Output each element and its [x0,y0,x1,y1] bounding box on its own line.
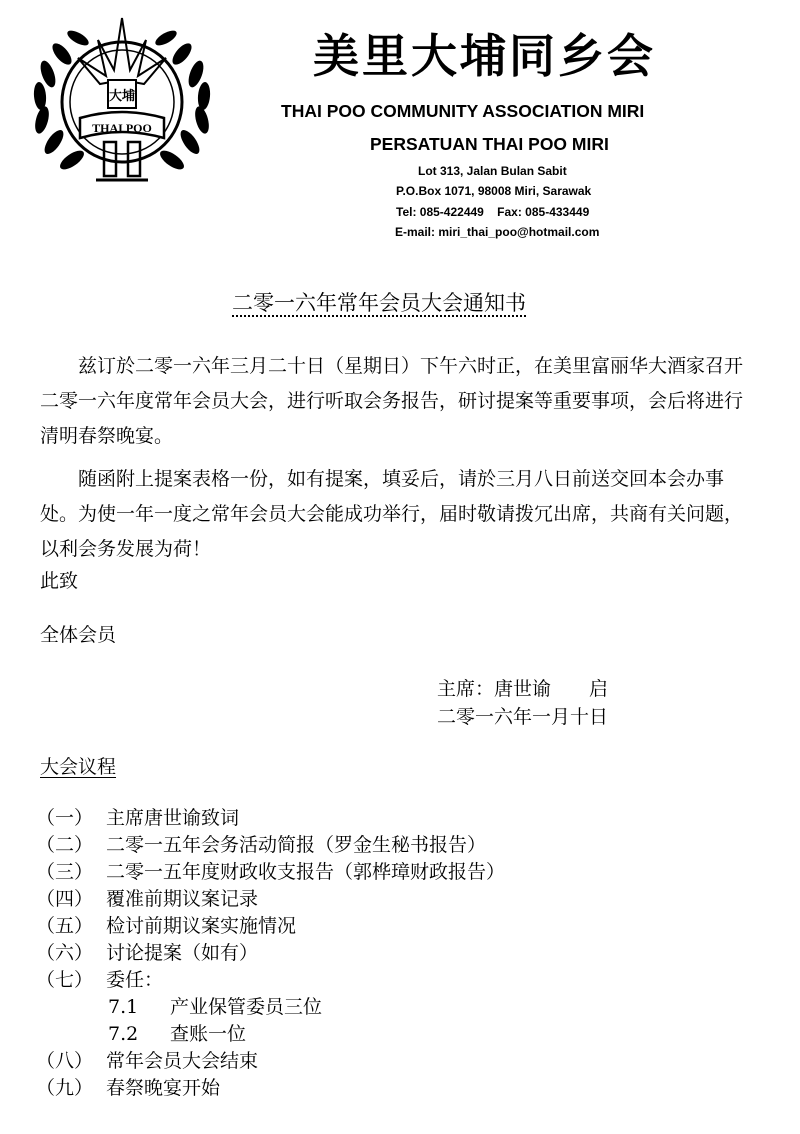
agenda-item-number: （一） [36,807,94,829]
association-logo [26,14,218,190]
agenda-item-number: （七） [36,969,94,991]
agenda-item [36,1048,736,1075]
email-line: E-mail: miri_thai_poo@hotmail.com [395,225,600,239]
laurel-wreath-logo-icon [26,14,218,190]
agenda-item-number: （六） [36,942,94,964]
phone-fax-line: Tel: 085-422449 Fax: 085-433449 [396,205,590,219]
agenda-sub-item-text: 查账一位 [170,1023,247,1045]
agenda-item-number: （九） [36,1077,94,1099]
agenda-title: 大会议程 [40,756,117,778]
agenda-item-text: 二零一五年度财政收支报告（郭桦璋财政报告） [106,861,506,883]
notice-paragraph-2: 随函附上提案表格一份，如有提案，填妥后，请於三月八日前送交回本会办事处。为使一年一度之常年会员大会能成功举行，届时敬请拨冗出席，共商有关问题，以利会务发展为荷！ [40,468,744,560]
logo-banner-text: THAI POO [92,121,152,135]
agenda-sub-item [36,994,736,1021]
agenda-item-number: （八） [36,1050,94,1072]
org-name-malay: PERSATUAN THAI POO MIRI [370,134,609,154]
agenda-item [36,940,736,967]
agenda-item-text: 主席唐世谕致词 [106,807,240,829]
agenda-item [36,886,736,913]
agenda-item-text: 讨论提案（如有） [106,942,259,964]
agenda-item-text: 委任： [106,969,164,991]
agenda-item-text: 覆准前期议案记录 [106,888,259,910]
agenda-item-text: 常年会员大会结束 [106,1050,259,1072]
agenda-item-number: （二） [36,834,94,856]
agenda-item [36,1075,736,1102]
notice-paragraph-1: 兹订於二零一六年三月二十日（星期日）下午六时正，在美里富丽华大酒家召开二零一六年度常年会员大会，进行听取会务报告，研讨提案等重要事项，会后将进行清明春祭晚宴。 [40,355,744,447]
agenda-list [36,805,736,1102]
agenda-item-text: 二零一五年会务活动简报（罗金生秘书报告） [106,834,487,856]
chairman-signature: 主席：唐世谕 启 [437,678,609,700]
agenda-item-text: 检讨前期议案实施情况 [106,915,297,937]
agenda-item [36,859,736,886]
agenda-item-number: （四） [36,888,94,910]
agenda-sub-item-number: 7.1 [108,996,139,1018]
org-name-english: THAI POO COMMUNITY ASSOCIATION MIRI [281,101,645,121]
logo-badge-text: 大埔 [108,89,136,104]
agenda-sub-item [36,1021,736,1048]
agenda-item [36,967,736,994]
org-name-chinese: 美里大埔同乡会 [313,29,656,83]
salutation-line-2: 全体会员 [40,624,117,646]
pobox-line: P.O.Box 1071, 98008 Miri, Sarawak [396,184,592,198]
notice-date: 二零一六年一月十日 [437,706,609,728]
agenda-item [36,805,736,832]
agenda-item [36,832,736,859]
address-line: Lot 313, Jalan Bulan Sabit [418,164,567,178]
salutation-line-1: 此致 [40,570,79,592]
agenda-item-number: （五） [36,915,94,937]
agenda-sub-item-text: 产业保管委员三位 [170,996,323,1018]
notice-title: 二零一六年常年会员大会通知书 [232,291,526,315]
agenda-sub-item-number: 7.2 [108,1023,139,1045]
agenda-item [36,913,736,940]
agenda-item-text: 春祭晚宴开始 [106,1077,221,1099]
agenda-item-number: （三） [36,861,94,883]
